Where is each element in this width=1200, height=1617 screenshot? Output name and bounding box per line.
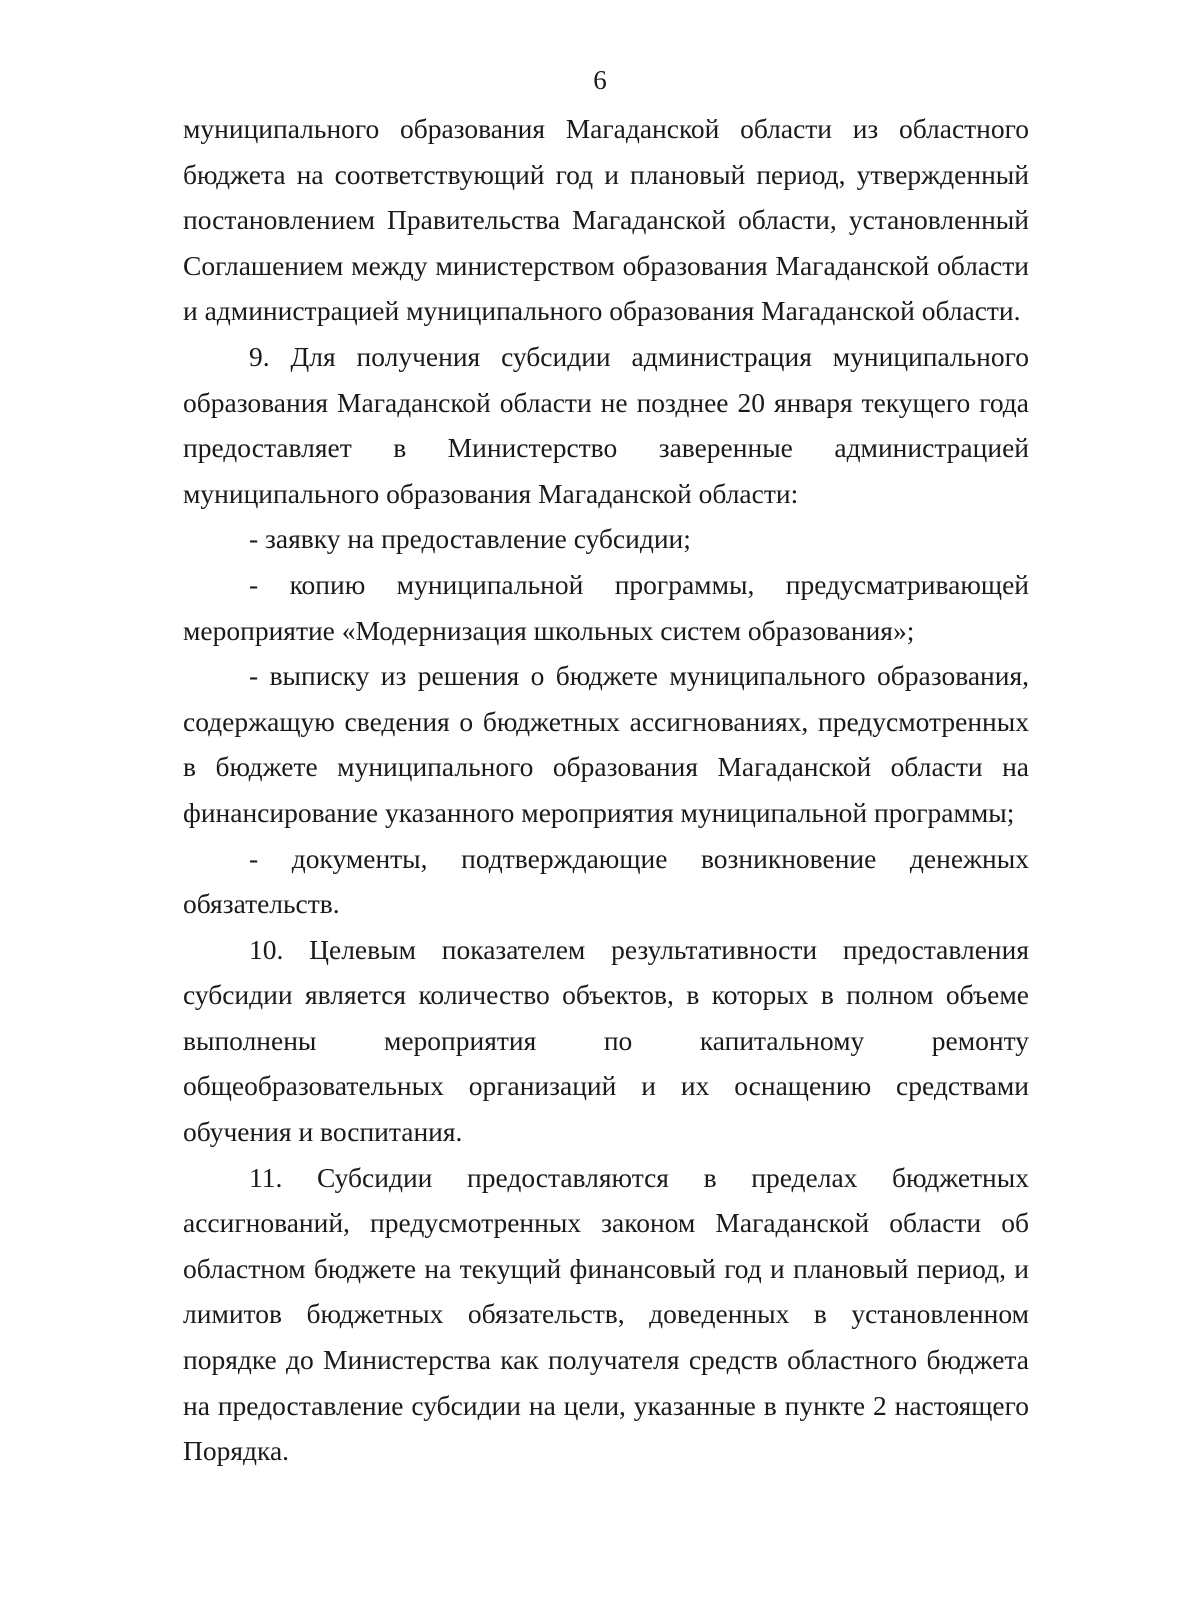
paragraph-item-9: 9. Для получения субсидии администрация муниципального образования Магаданской области не позднее 20 января текущего года предоставляет в Министерство заверенные администрацией муниципального образования Магаданской области: (183, 340, 1029, 509)
page-number: 6 (593, 65, 607, 95)
list-item-program-copy: - копию муниципальной программы, предусматривающей мероприятие «Модернизация школьных систем образования»; (183, 568, 1029, 646)
paragraph-item-10: 10. Целевым показателем результативности предоставления субсидии является количество объектов, в которых в полном объеме выполнены мероприятия по капитальному ремонту общеобразовательных организаций и их оснащению средствами обучения и воспитания. (183, 933, 1029, 1148)
list-item-application: - заявку на предоставление субсидии; (249, 523, 691, 555)
document-body (183, 106, 1029, 1474)
paragraph-item-11: 11. Субсидии предоставляются в пределах бюджетных ассигнований, предусмотренных законом Магаданской области об областном бюджете на текущий финансовый год и плановый период, и лимитов бюджетных обязательств, доведенных в установленном порядке до Министерства как получателя средств областного бюджета на предоставление субсидии на цели, указанные в пункте 2 настоящего Порядка. (183, 1161, 1029, 1467)
list-item-documents: - документы, подтверждающие возникновение денежных обязательств. (183, 842, 1029, 920)
paragraph-continuation: муниципального образования Магаданской области из областного бюджета на соответствующий год и плановый период, утвержденный постановлением Правительства Магаданской области, установленный Соглашением между министерством образования Магаданской области и администрацией муниципального образования Магаданской области. (183, 113, 1029, 327)
list-item-budget-extract: - выписку из решения о бюджете муниципального образования, содержащую сведения о бюджетных ассигнованиях, предусмотренных в бюджете муниципального образования Магаданской области на финансирование указанного мероприятия муниципальной программы; (183, 660, 1029, 828)
